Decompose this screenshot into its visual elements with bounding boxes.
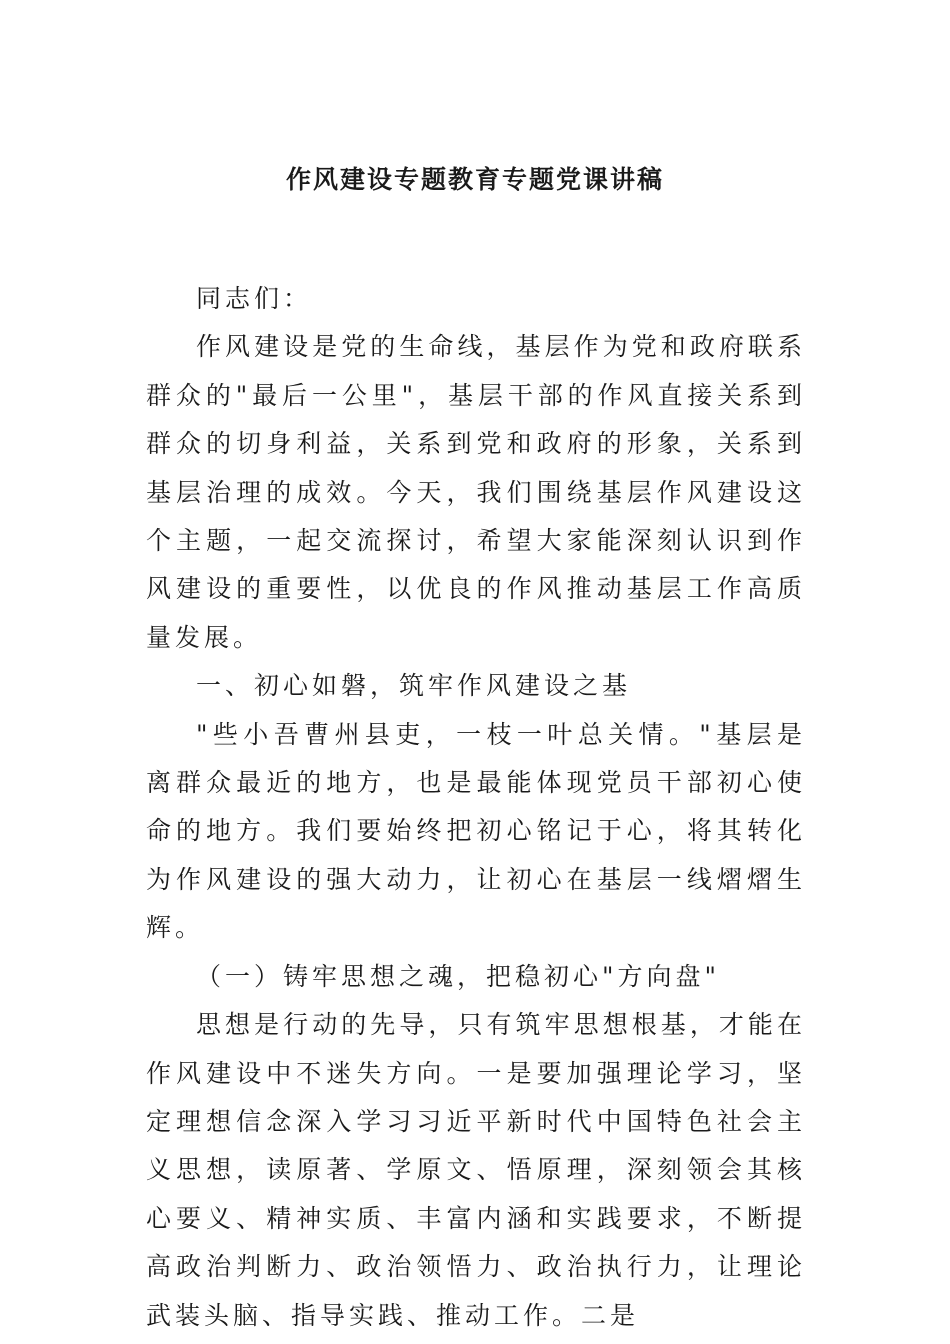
section-1-paragraph: "些小吾曹州县吏，一枝一叶总关情。"基层是离群众最近的地方，也是最能体现党员干部初心使命的地方。我们要始终把初心铭记于心，将其转化为作风建设的强大动力，让初心在基层一线熠熠生辉。 — [146, 719, 806, 943]
subsection-heading-1: （一）铸牢思想之魂，把稳初心"方向盘" — [196, 961, 720, 991]
salutation-paragraph: 同志们： — [196, 284, 313, 313]
subsection-1-paragraph: 思想是行动的先导，只有筑牢思想根基，才能在作风建设中不迷失方向。一是要加强理论学习，坚定理想信念深入学习习近平新时代中国特色社会主义思想，读原著、学原文、悟原理，深刻领会其核心要义、精神实质、丰富内涵和实践要求，不断提高政治判断力、政治领悟力、政治执行力，让理论武装头脑、指导实践、推动工作。二是 — [146, 1010, 806, 1330]
intro-paragraph: 作风建设是党的生命线，基层作为党和政府联系群众的"最后一公里"，基层干部的作风直接关系到群众的切身利益，关系到党和政府的形象，关系到基层治理的成效。今天，我们围绕基层作风建设这个主题，一起交流探讨，希望大家能深刻认识到作风建设的重要性，以优良的作风推动基层工作高质量发展。 — [146, 332, 806, 652]
document-title: 作风建设专题教育专题党课讲稿 — [285, 165, 664, 194]
section-heading-1: 一、初心如磐，筑牢作风建设之基 — [196, 671, 632, 701]
document-body — [146, 275, 806, 1340]
